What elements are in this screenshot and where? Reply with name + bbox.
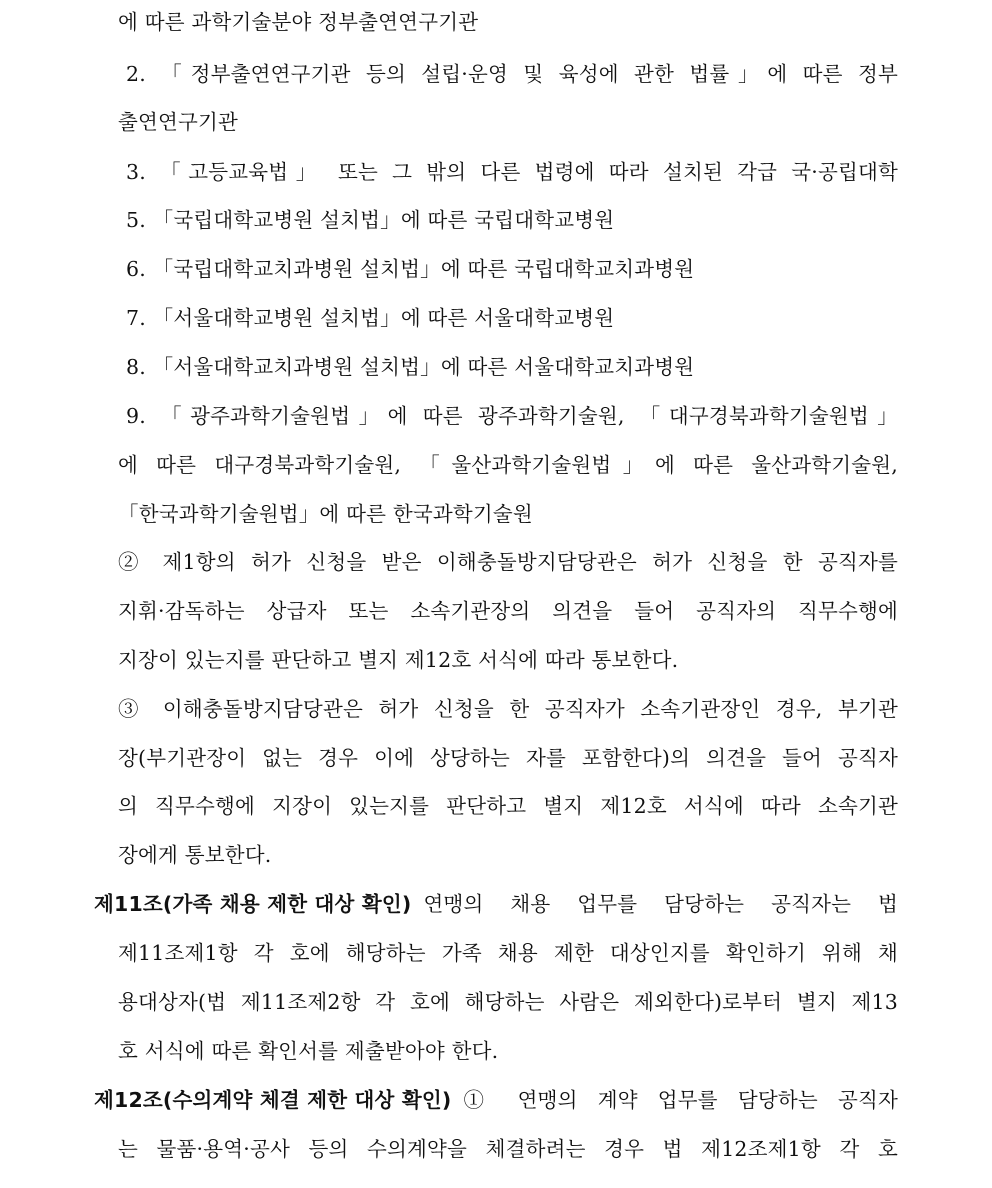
text-line: 장에게 통보한다.: [118, 843, 272, 867]
list-item-8: 8. 「서울대학교치과병원 설치법」에 따른 서울대학교치과병원: [126, 355, 695, 379]
article-12: [94, 1086, 898, 1116]
list-item-5: 5. 「국립대학교병원 설치법」에 따른 국립대학교병원: [126, 208, 615, 232]
article-12-title: 제12조(수의계약 체결 제한 대상 확인): [94, 1088, 452, 1112]
list-item-9: 9. 「광주과학기술원법」에 따른 광주과학기술원, 「대구경북과학기술원법」: [126, 404, 898, 428]
text-line: 지휘·감독하는 상급자 또는 소속기관장의 의견을 들어 공직자의 직무수행에: [118, 599, 898, 623]
paragraph-2: ② 제1항의 허가 신청을 받은 이해충돌방지담당관은 허가 신청을 한 공직자를: [118, 550, 898, 574]
article-11-title: 제11조(가족 채용 제한 대상 확인): [94, 892, 412, 916]
article-11-text: 연맹의 채용 업무를 담당하는 공직자는 법: [423, 892, 898, 916]
list-item-2: 2. 「정부출연연구기관 등의 설립·운영 및 육성에 관한 법률」에 따른 정부: [126, 62, 898, 86]
paragraph-3: ③ 이해충돌방지담당관은 허가 신청을 한 공직자가 소속기관장인 경우, 부기관: [118, 697, 898, 721]
text-line: 장(부기관장이 없는 경우 이에 상당하는 자를 포함한다)의 의견을 들어 공직자: [118, 746, 898, 770]
article-12-text: ① 연맹의 계약 업무를 담당하는 공직자: [463, 1088, 898, 1112]
list-item-6: 6. 「국립대학교치과병원 설치법」에 따른 국립대학교치과병원: [126, 257, 695, 281]
text-line: 용대상자(법 제11조제2항 각 호에 해당하는 사람은 제외한다)로부터 별지 제13: [118, 990, 898, 1014]
list-item-7: 7. 「서울대학교병원 설치법」에 따른 서울대학교병원: [126, 306, 615, 330]
text-line: 지장이 있는지를 판단하고 별지 제12호 서식에 따라 통보한다.: [118, 648, 679, 672]
text-line: 출연연구기관: [118, 110, 239, 134]
article-11: [94, 890, 898, 920]
text-line: 의 직무수행에 지장이 있는지를 판단하고 별지 제12호 서식에 따라 소속기관: [118, 794, 898, 818]
text-line: 호 서식에 따른 확인서를 제출받아야 한다.: [118, 1039, 499, 1063]
text-line: 는 물품·용역·공사 등의 수의계약을 체결하려는 경우 법 제12조제1항 각 호: [118, 1137, 898, 1161]
text-line: 에 따른 과학기술분야 정부출연연구기관: [118, 10, 479, 34]
text-line: 제11조제1항 각 호에 해당하는 가족 채용 제한 대상인지를 확인하기 위해 채: [118, 941, 898, 965]
text-line: 「한국과학기술원법」에 따른 한국과학기술원: [118, 502, 533, 526]
list-item-3: 3. 「고등교육법」 또는 그 밖의 다른 법령에 따라 설치된 각급 국·공립대학: [126, 160, 898, 184]
text-line: 에 따른 대구경북과학기술원, 「울산과학기술원법」에 따른 울산과학기술원,: [118, 453, 898, 477]
